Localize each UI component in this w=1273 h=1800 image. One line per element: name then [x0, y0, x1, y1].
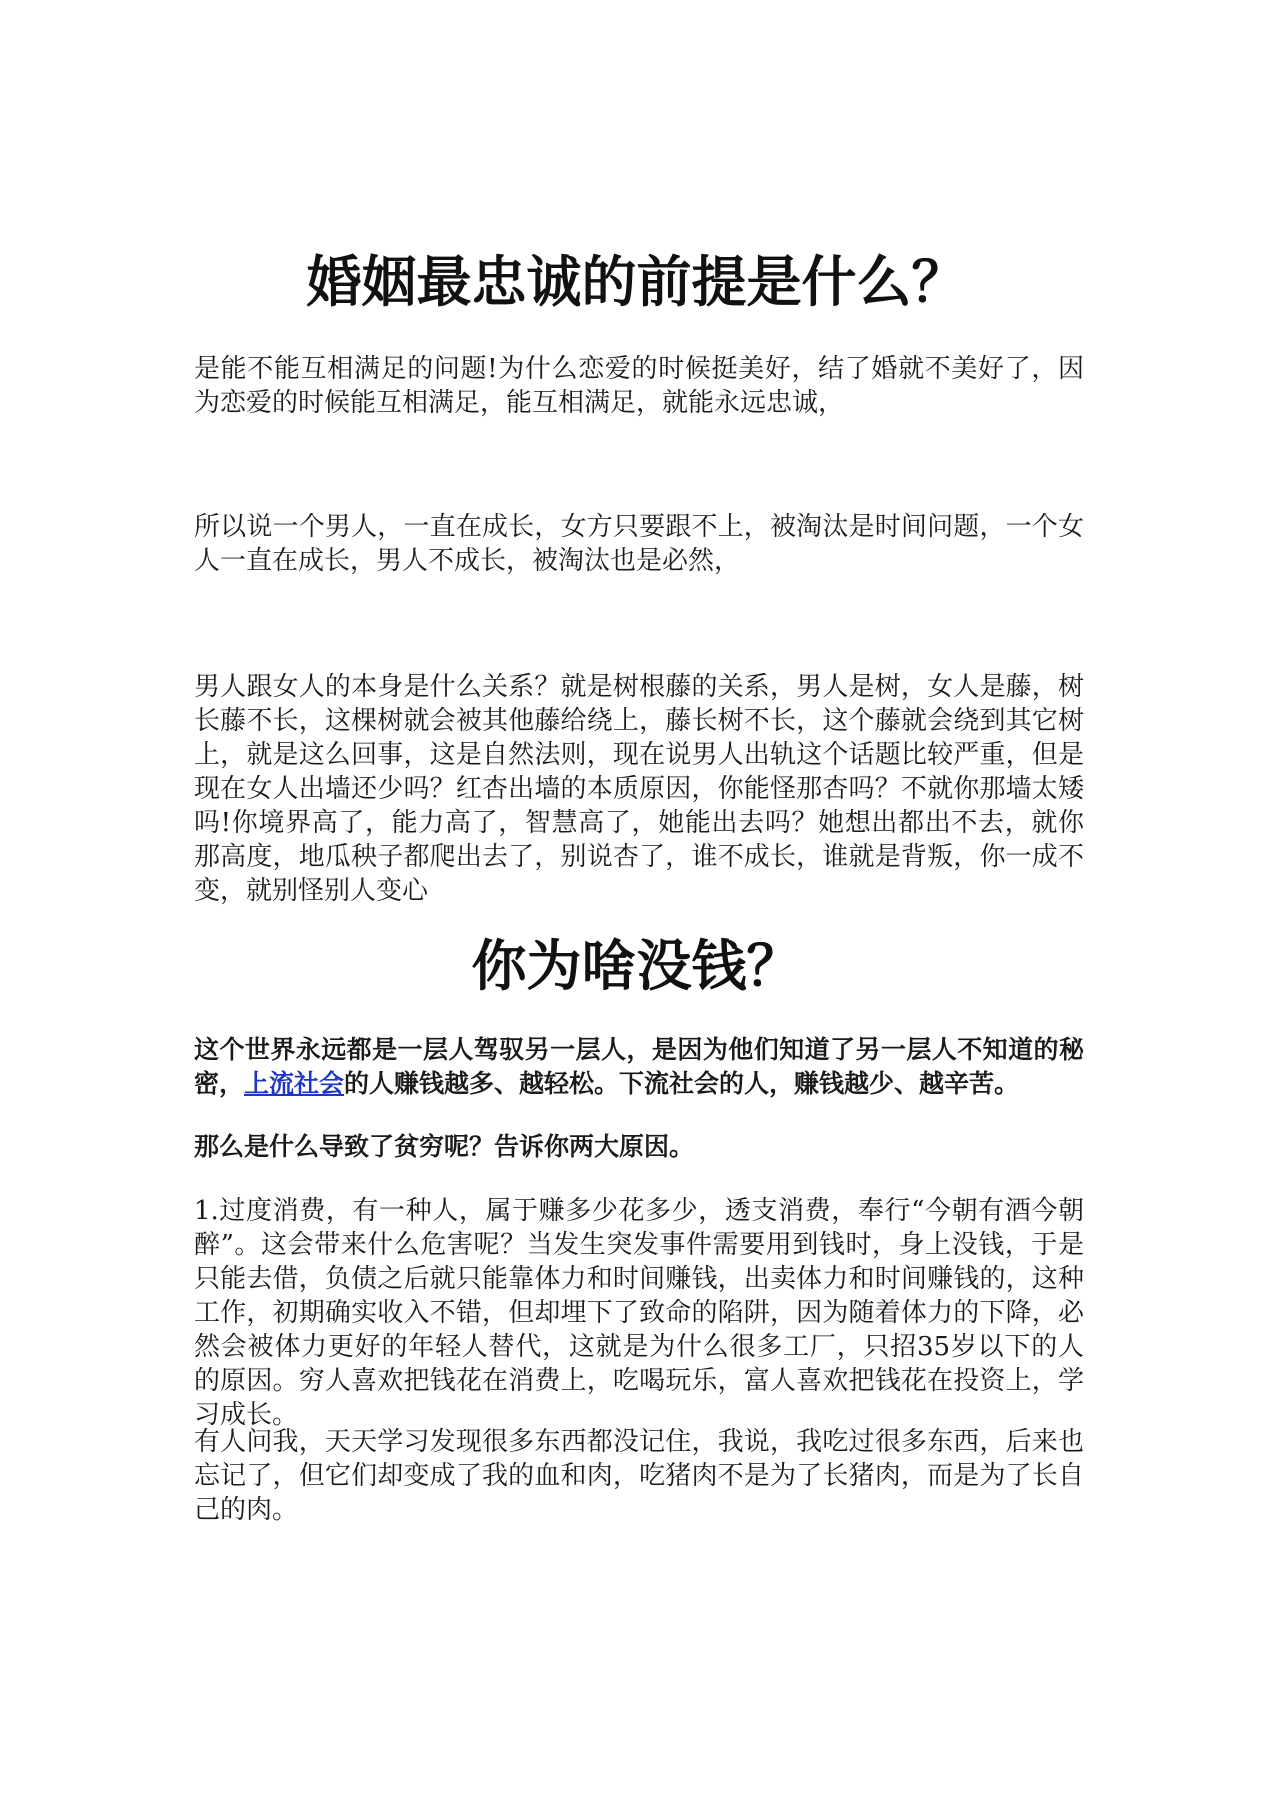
section2-paragraph-3: 1.过度消费，有一种人，属于赚多少花多少，透支消费，奉行“今朝有酒今朝醉”。这会带来什么危害呢？当发生突发事件需要用到钱时，身上没钱，于是只能去借，负债之后就只能靠体力和时间赚钱，出卖体力和时间赚钱的，这种工作，初期确实收入不错，但却埋下了致命的陷阱，因为随着体力的下降，必然会被体力更好的年轻人替代，这就是为什么很多工厂，只招35岁以下的人的原因。穷人喜欢把钱花在消费上，吃喝玩乐，富人喜欢把钱花在投资上，学习成长。 [194, 1196, 1084, 1430]
section1-paragraph-2: 所以说一个男人，一直在成长，女方只要跟不上，被淘汰是时间问题，一个女人一直在成长，男人不成长，被淘汰也是必然， [194, 512, 1084, 576]
section2-paragraph-1 [194, 1033, 1084, 1101]
section2-title: 你为啥没钱？ [471, 933, 802, 998]
section1-paragraph-3: 男人跟女人的本身是什么关系？就是树根藤的关系，男人是树，女人是藤，树长藤不长，这棵树就会被其他藤给绕上，藤长树不长，这个藤就会绕到其它树上，就是这么回事，这是自然法则，现在说男人出轨这个话题比较严重，但是现在女人出墙还少吗？红杏出墙的本质原因，你能怪那杏吗？不就你那墙太矮吗!你境界高了，能力高了，智慧高了，她能出去吗？她想出都出不去，就你那高度，地瓜秧子都爬出去了，别说杏了，谁不成长，谁就是背叛，你一成不变，就别怪别人变心 [194, 672, 1084, 906]
section1-paragraph-1: 是能不能互相满足的问题!为什么恋爱的时候挺美好，结了婚就不美好了，因为恋爱的时候能互相满足，能互相满足，就能永远忠诚， [194, 354, 1084, 418]
upper-society-link[interactable]: 上流社会 [244, 1069, 345, 1098]
section2-paragraph-2: 那么是什么导致了贫穷呢？告诉你两大原因。 [194, 1132, 695, 1161]
section2-paragraph-4: 有人问我，天天学习发现很多东西都没记住，我说，我吃过很多东西，后来也忘记了，但它们却变成了我的血和肉，吃猪肉不是为了长猪肉，而是为了长自己的肉。 [194, 1427, 1084, 1525]
section2-paragraph-1-text-a: 这个世界永远都是一层人驾驭另一层人，是因为他们知道了另一层人不知道的秘密， [194, 1035, 1084, 1098]
section2-paragraph-1-text-b: 的人赚钱越多、越轻松。下流社会的人，赚钱越少、越辛苦。 [344, 1069, 1020, 1098]
section1-title: 婚姻最忠诚的前提是什么？ [306, 249, 967, 314]
